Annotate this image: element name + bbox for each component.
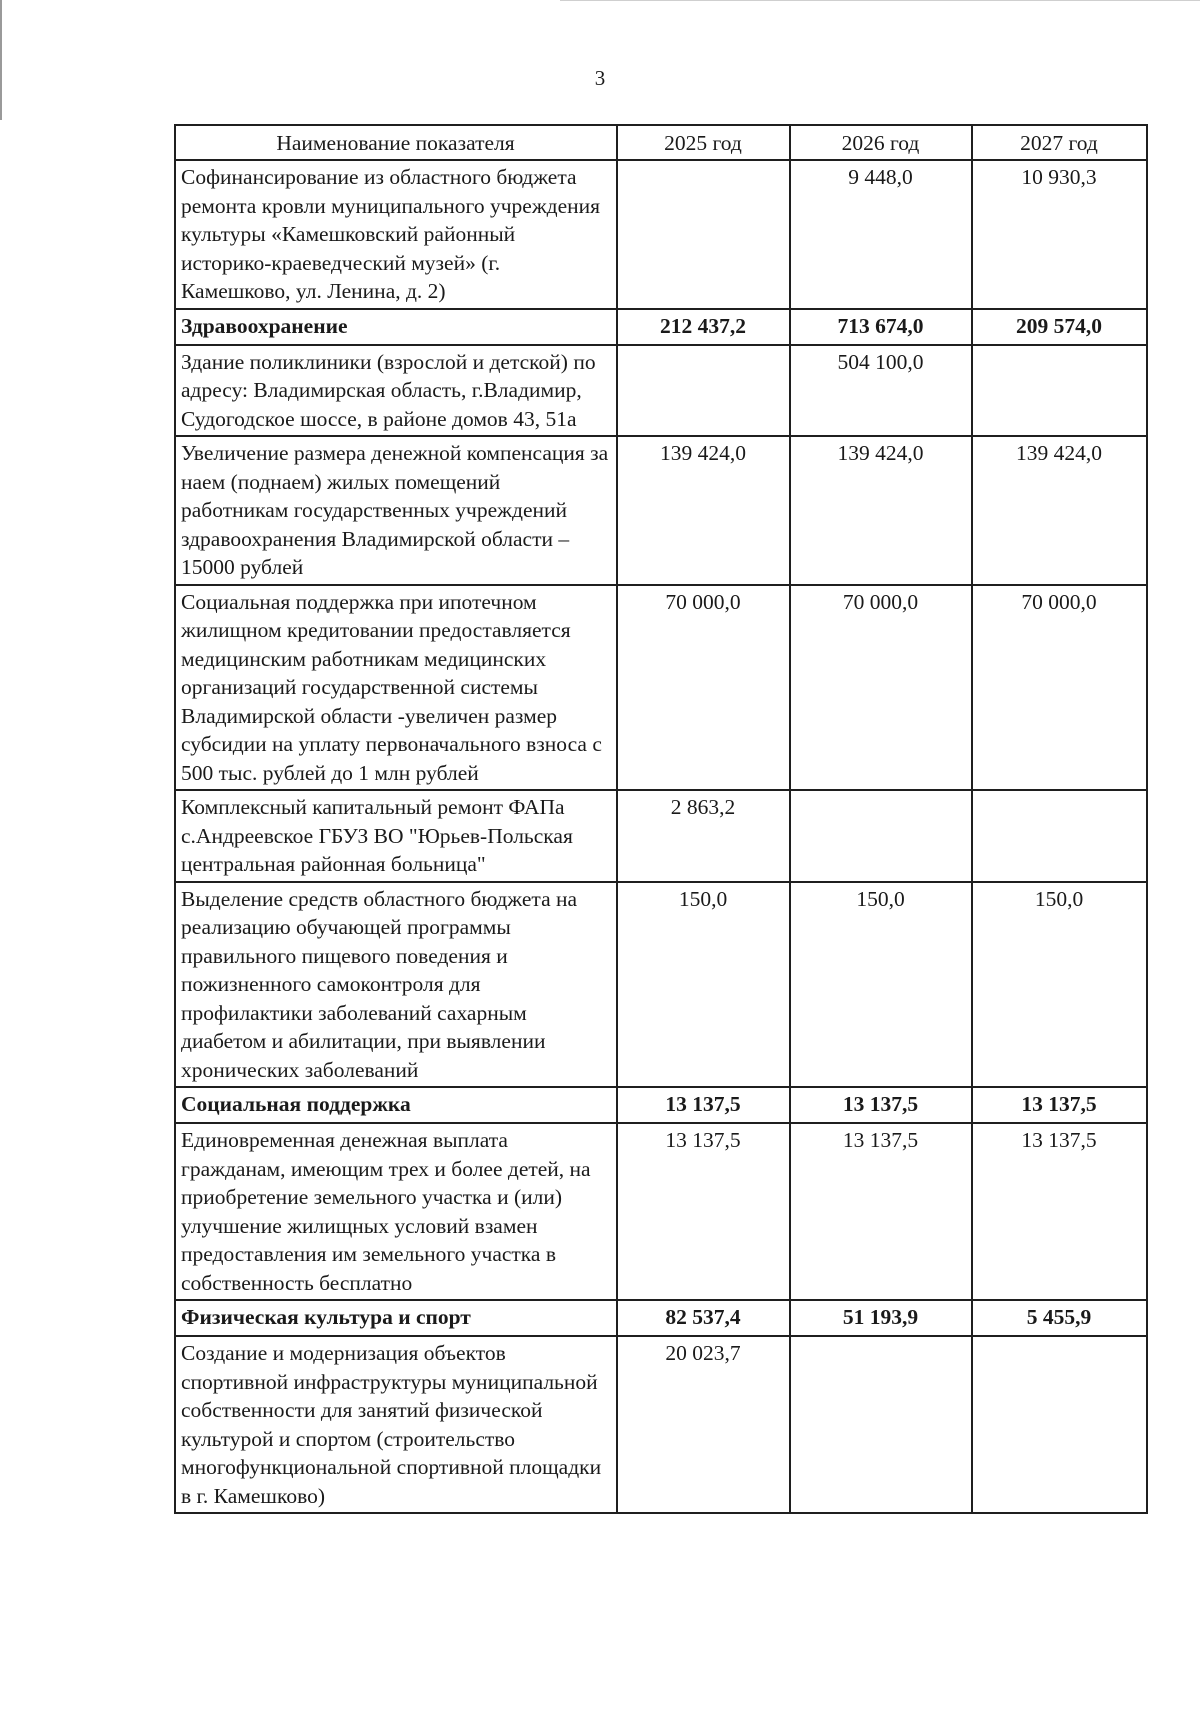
value-2027: 13 137,5 [972, 1087, 1147, 1123]
indicator-name: Увеличение размера денежной компенсация за наем (поднаем) жилых помещений работникам государственных учреждений здравоохранения Владимирской области – 15000 рублей [175, 436, 617, 585]
value-2025: 150,0 [617, 882, 790, 1088]
table-row [175, 882, 1147, 1088]
value-2027: 5 455,9 [972, 1300, 1147, 1336]
value-2027: 139 424,0 [972, 436, 1147, 585]
value-2027: 13 137,5 [972, 1123, 1147, 1300]
value-2027 [972, 1336, 1147, 1513]
page-number: 3 [594, 66, 606, 90]
section-row [175, 309, 1147, 345]
header-indicator-name: Наименование показателя [175, 125, 617, 160]
value-2026: 150,0 [790, 882, 972, 1088]
section-title: Физическая культура и спорт [175, 1300, 617, 1336]
section-title: Здравоохранение [175, 309, 617, 345]
value-2025: 13 137,5 [617, 1123, 790, 1300]
table-row [175, 345, 1147, 437]
value-2026 [790, 1336, 972, 1513]
value-2025: 20 023,7 [617, 1336, 790, 1513]
value-2026: 13 137,5 [790, 1087, 972, 1123]
budget-table [174, 124, 1148, 1514]
indicator-name: Софинансирование из областного бюджета ремонта кровли муниципального учреждения культуры «Камешковский районный историко-краеведческий музей» (г. Камешково, ул. Ленина, д. 2) [175, 160, 617, 309]
indicator-name: Здание поликлиники (взрослой и детской) по адресу: Владимирская область, г.Владимир, Судогодское шоссе, в районе домов 43, 51а [175, 345, 617, 437]
value-2026: 139 424,0 [790, 436, 972, 585]
section-row [175, 1300, 1147, 1336]
value-2026: 70 000,0 [790, 585, 972, 791]
value-2027: 10 930,3 [972, 160, 1147, 309]
table-row [175, 790, 1147, 882]
indicator-name: Единовременная денежная выплата гражданам, имеющим трех и более детей, на приобретение земельного участка и (или) улучшение жилищных условий взамен предоставления им земельного участка в собственность бесплатно [175, 1123, 617, 1300]
value-2026: 51 193,9 [790, 1300, 972, 1336]
table-row [175, 1123, 1147, 1300]
header-year-2027: 2027 год [972, 125, 1147, 160]
value-2026: 504 100,0 [790, 345, 972, 437]
value-2027 [972, 790, 1147, 882]
indicator-name: Комплексный капитальный ремонт ФАПа с.Андреевское ГБУЗ ВО "Юрьев-Польская центральная районная больница" [175, 790, 617, 882]
indicator-name: Выделение средств областного бюджета на реализацию обучающей программы правильного пищевого поведения и пожизненного самоконтроля для профилактики заболеваний сахарным диабетом и абилитации, при выявлении хронических заболеваний [175, 882, 617, 1088]
value-2025: 212 437,2 [617, 309, 790, 345]
indicator-name: Социальная поддержка при ипотечном жилищном кредитовании предоставляется медицинским работникам медицинских организаций государственной системы Владимирской области -увеличен размер субсидии на уплату первоначального взноса с 500 тыс. рублей до 1 млн рублей [175, 585, 617, 791]
value-2025: 13 137,5 [617, 1087, 790, 1123]
section-title: Социальная поддержка [175, 1087, 617, 1123]
value-2025: 70 000,0 [617, 585, 790, 791]
indicator-name: Создание и модернизация объектов спортивной инфраструктуры муниципальной собственности для занятий физической культурой и спортом (строительство многофункциональной спортивной площадки в г. Камешково) [175, 1336, 617, 1513]
value-2025 [617, 160, 790, 309]
value-2027: 70 000,0 [972, 585, 1147, 791]
value-2026: 713 674,0 [790, 309, 972, 345]
value-2026: 13 137,5 [790, 1123, 972, 1300]
scan-edge-mark [560, 0, 1200, 1]
header-year-2026: 2026 год [790, 125, 972, 160]
header-year-2025: 2025 год [617, 125, 790, 160]
table-row [175, 1336, 1147, 1513]
value-2025 [617, 345, 790, 437]
value-2025: 139 424,0 [617, 436, 790, 585]
scan-edge-mark [0, 0, 2, 120]
value-2026 [790, 790, 972, 882]
table-row [175, 585, 1147, 791]
value-2025: 2 863,2 [617, 790, 790, 882]
table-header-row [175, 125, 1147, 160]
value-2027: 209 574,0 [972, 309, 1147, 345]
value-2026: 9 448,0 [790, 160, 972, 309]
section-row [175, 1087, 1147, 1123]
table-body [175, 160, 1147, 1513]
value-2027: 150,0 [972, 882, 1147, 1088]
value-2027 [972, 345, 1147, 437]
table-row [175, 160, 1147, 309]
table-row [175, 436, 1147, 585]
value-2025: 82 537,4 [617, 1300, 790, 1336]
